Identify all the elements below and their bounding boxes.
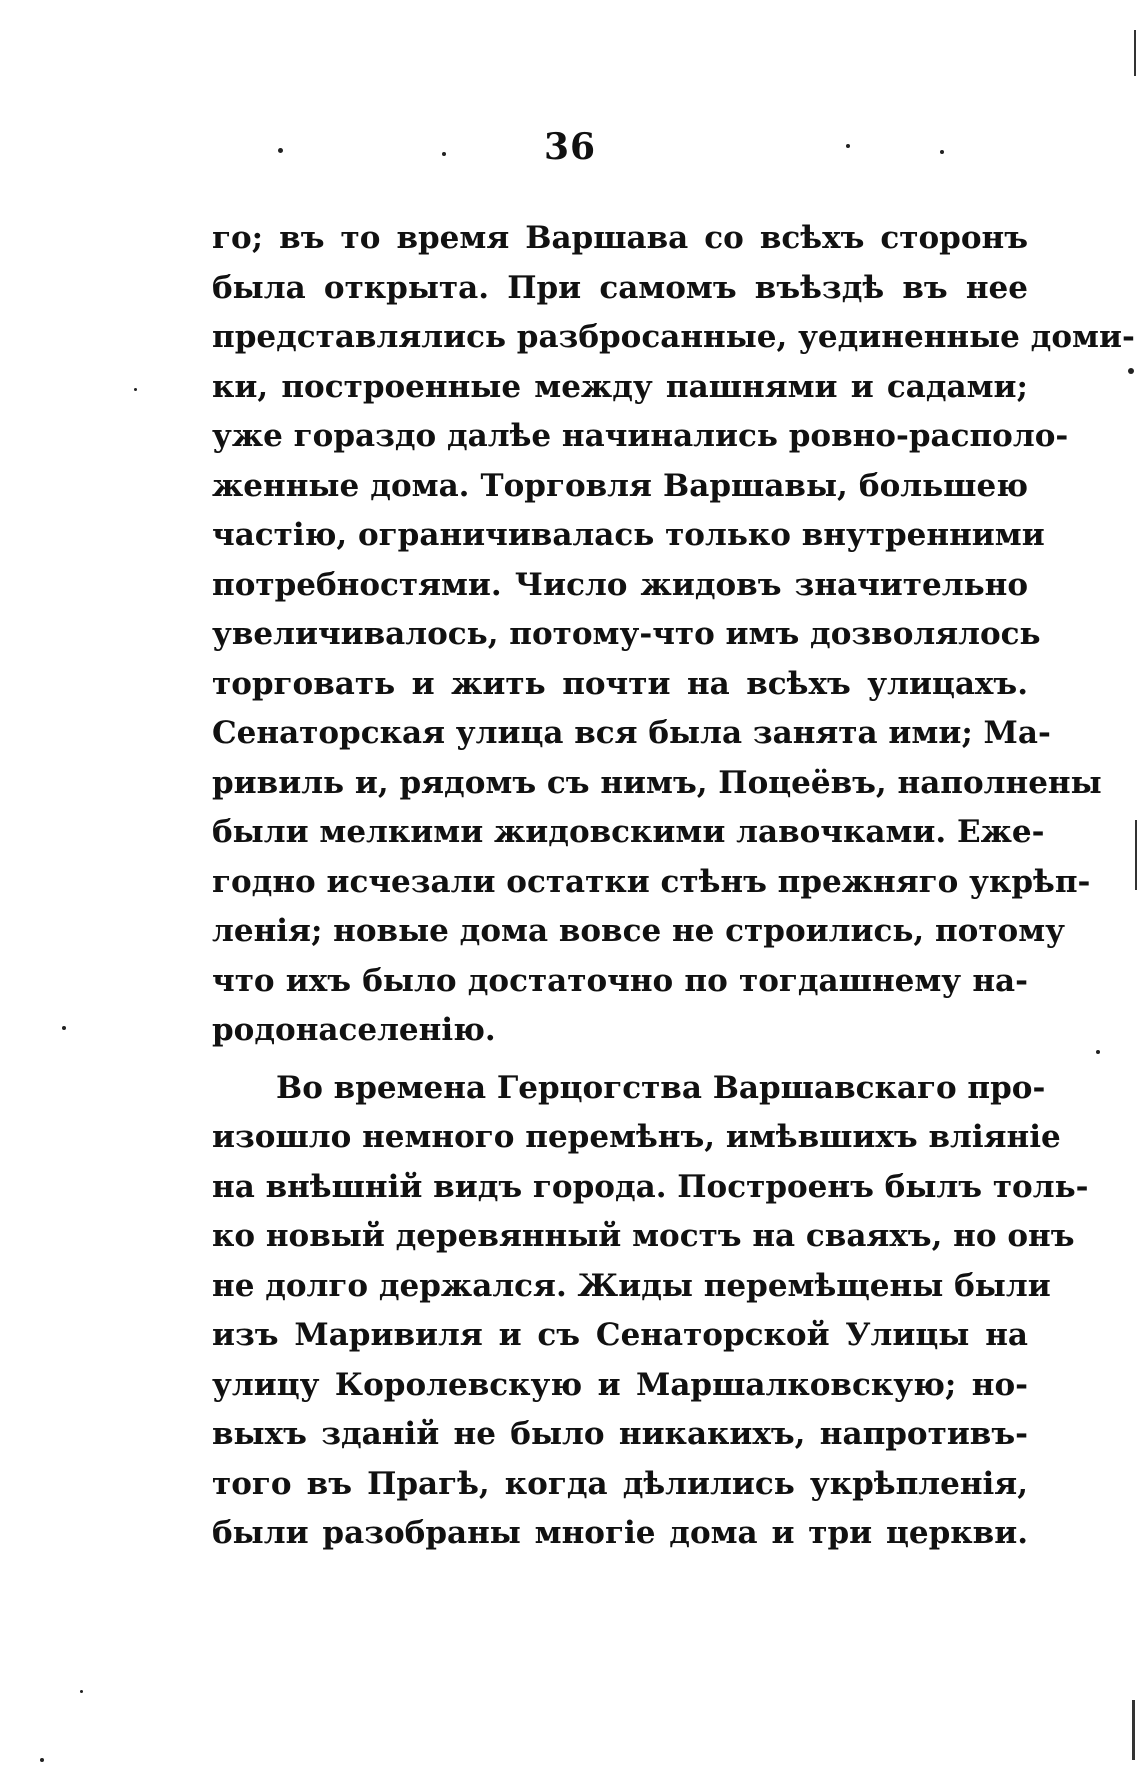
scan-speck <box>40 1758 44 1762</box>
text-line: частію, ограничивалась только внутренними <box>212 517 1045 553</box>
text-line: торговать и жить почти на всѣхъ улицахъ. <box>212 665 1028 702</box>
scan-edge-mark <box>1134 30 1136 76</box>
text-line: были разобраны многіе дома и три церкви. <box>212 1515 1028 1551</box>
paragraph-2 <box>212 1064 1089 1559</box>
text-line: улицу Королевскую и Маршалковскую; но- <box>212 1366 1028 1403</box>
scan-speck <box>940 150 944 154</box>
text-line: го; въ то время Варшава со всѣхъ сторонъ <box>212 220 1028 256</box>
text-line: на внѣшній видъ города. Построенъ былъ толь- <box>212 1168 1089 1205</box>
text-line: уже гораздо далѣе начинались ровно-располо- <box>212 418 1069 454</box>
text-line: родонаселенію. <box>212 1012 496 1048</box>
scan-speck <box>846 144 850 148</box>
scan-speck <box>278 148 283 153</box>
text-line: Сенаторская улица вся была занята ими; Ма- <box>212 715 1051 751</box>
text-line: ленія; новые дома вовсе не строились, потому <box>212 913 1065 949</box>
text-line: женные дома. Торговля Варшавы, большею <box>212 467 1028 504</box>
scan-speck <box>1128 368 1134 374</box>
text-line: годно исчезали остатки стѣнъ прежняго укрѣп- <box>212 863 1091 900</box>
body-text <box>212 214 1135 1559</box>
text-line: что ихъ было достаточно по тогдашнему на- <box>212 962 1028 999</box>
scan-speck <box>80 1690 83 1693</box>
text-line: была открыта. При самомъ въѣздѣ въ нее <box>212 269 1028 306</box>
text-line: не долго держался. Жиды перемѣщены были <box>212 1267 1051 1304</box>
text-line: увеличивалось, потому-что имъ дозволялось <box>212 616 1041 652</box>
scan-speck <box>442 152 446 156</box>
text-line: изъ Маривиля и съ Сенаторской Улицы на <box>212 1317 1028 1353</box>
text-line: ривиль и, рядомъ съ нимъ, Поцеёвъ, наполнены <box>212 764 1102 801</box>
text-line: потребностями. Число жидовъ значительно <box>212 566 1028 603</box>
scan-speck <box>62 1026 66 1030</box>
scan-speck <box>1096 1050 1100 1054</box>
paragraph-1 <box>212 214 1135 1056</box>
scan-edge-mark <box>1135 820 1137 890</box>
scan-edge-mark <box>1132 1700 1135 1760</box>
text-line: того въ Прагѣ, когда дѣлились укрѣпленія, <box>212 1465 1028 1502</box>
text-line: ки, построенные между пашнями и садами; <box>212 368 1028 405</box>
page-number: 36 <box>543 126 597 168</box>
text-line: Во времена Герцогства Варшавскаго про- <box>276 1069 1046 1106</box>
text-line: представлялись разбросанные, уединенные доми- <box>212 319 1135 355</box>
text-line: были мелкими жидовскими лавочками. Еже- <box>212 814 1045 850</box>
text-line: выхъ зданій не было никакихъ, напротивъ- <box>212 1416 1028 1452</box>
scan-speck <box>134 388 137 391</box>
text-line: изошло немного перемѣнъ, имѣвшихъ вліяніе <box>212 1119 1061 1155</box>
text-line: ко новый деревянный мостъ на сваяхъ, но онъ <box>212 1218 1075 1254</box>
